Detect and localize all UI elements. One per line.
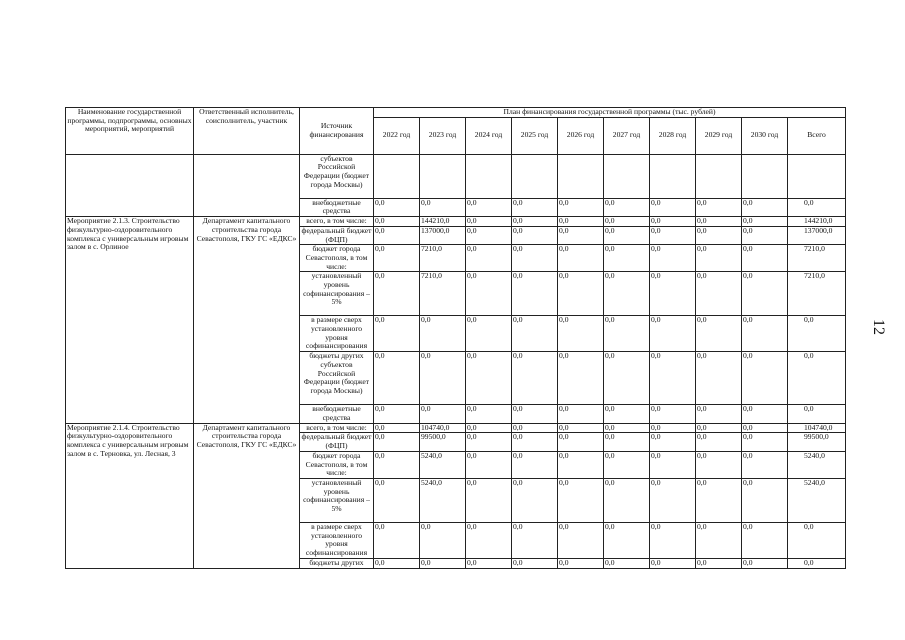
cell-value: 0,0: [466, 478, 512, 522]
cell-value: 0,0: [650, 405, 696, 423]
cell-value: 5240,0: [788, 451, 846, 478]
cell-value: 0,0: [788, 405, 846, 423]
cell-value: 0,0: [742, 198, 788, 216]
cell-value: 0,0: [420, 522, 466, 558]
cell-value: 0,0: [558, 433, 604, 451]
cell-value: 0,0: [696, 478, 742, 522]
cell-value: 0,0: [696, 245, 742, 272]
cell-value: 0,0: [604, 451, 650, 478]
cell-value: 0,0: [696, 451, 742, 478]
cell-source: внебюджетные средства: [300, 405, 374, 423]
cell-value: 0,0: [604, 558, 650, 568]
cell-value: 0,0: [788, 198, 846, 216]
cell-value: 0,0: [742, 451, 788, 478]
cell-value: 0,0: [466, 433, 512, 451]
cell-value: 0,0: [512, 433, 558, 451]
cell-value: 0,0: [788, 316, 846, 352]
cell-value: 0,0: [696, 522, 742, 558]
cell-value: 0,0: [374, 451, 420, 478]
cell-value: 0,0: [696, 198, 742, 216]
cell-value: 0,0: [650, 316, 696, 352]
cell-value: 0,0: [696, 316, 742, 352]
header-year: 2029 год: [696, 117, 742, 154]
cell-value: 0,0: [604, 226, 650, 244]
cell-source: бюджеты других субъектов Российской Федерации (бюджет города Москвы): [300, 352, 374, 405]
cell-source: внебюджетные средства: [300, 198, 374, 216]
cell-value: 0,0: [512, 245, 558, 272]
cell-value: 0,0: [696, 352, 742, 405]
cell-value: [742, 154, 788, 198]
cell-value: 0,0: [374, 352, 420, 405]
table-row: [66, 217, 846, 227]
cell-value: 0,0: [512, 217, 558, 227]
cell-value: 0,0: [788, 522, 846, 558]
cell-value: 0,0: [374, 245, 420, 272]
cell-value: 0,0: [742, 478, 788, 522]
cell-value: 0,0: [604, 433, 650, 451]
cell-activity-name: Мероприятие 2.1.4. Строительство физкультурно-оздоровительного комплекса с универсальным игровым залом в с. Терновка, ул. Лесная, 3: [66, 423, 194, 568]
table-row: [66, 423, 846, 433]
table-body: [66, 154, 846, 568]
cell-responsible: Департамент капитального строительства города Севастополя, ГКУ ГС «ЕДКС»: [194, 217, 300, 424]
cell-value: 0,0: [604, 217, 650, 227]
cell-value: 0,0: [466, 451, 512, 478]
cell-value: 7210,0: [420, 272, 466, 316]
cell-value: 0,0: [374, 226, 420, 244]
cell-value: 0,0: [558, 558, 604, 568]
cell-value: 0,0: [742, 405, 788, 423]
cell-source: федеральный бюджет (ФЦП): [300, 226, 374, 244]
cell-value: 0,0: [696, 423, 742, 433]
header-year: 2027 год: [604, 117, 650, 154]
cell-value: 0,0: [650, 423, 696, 433]
cell-value: 0,0: [512, 451, 558, 478]
cell-value: 0,0: [374, 316, 420, 352]
cell-value: 0,0: [466, 352, 512, 405]
cell-value: 0,0: [512, 478, 558, 522]
cell-source: всего, в том числе:: [300, 423, 374, 433]
cell-value: 0,0: [742, 245, 788, 272]
cell-value: [650, 154, 696, 198]
financing-table: [65, 107, 846, 569]
cell-value: 0,0: [466, 405, 512, 423]
header-source: Источник финансирования: [300, 108, 374, 155]
cell-value: 0,0: [374, 433, 420, 451]
header-year: 2026 год: [558, 117, 604, 154]
cell-value: 0,0: [558, 217, 604, 227]
cell-value: 0,0: [512, 198, 558, 216]
cell-value: 0,0: [788, 352, 846, 405]
cell-value: 0,0: [558, 522, 604, 558]
cell-value: 0,0: [374, 522, 420, 558]
cell-value: 0,0: [788, 558, 846, 568]
cell-value: 0,0: [650, 245, 696, 272]
cell-value: 0,0: [604, 198, 650, 216]
cell-value: 0,0: [742, 316, 788, 352]
cell-value: 7210,0: [788, 272, 846, 316]
header-year: 2025 год: [512, 117, 558, 154]
cell-value: 5240,0: [788, 478, 846, 522]
cell-responsible: Департамент капитального строительства города Севастополя, ГКУ ГС «ЕДКС»: [194, 423, 300, 568]
header-year: 2024 год: [466, 117, 512, 154]
cell-value: [374, 154, 420, 198]
page-number: 12: [870, 319, 887, 335]
cell-value: 0,0: [742, 522, 788, 558]
header-year: Всего: [788, 117, 846, 154]
cell-source: в размере сверх установленного уровня софинансирования: [300, 522, 374, 558]
header-responsible: Ответственный исполнитель, соисполнитель, участник: [194, 108, 300, 155]
cell-source: установленный уровень софинансирования – 5%: [300, 272, 374, 316]
header-plan: План финансирования государственной программы (тыс. рублей): [374, 108, 846, 118]
cell-value: 0,0: [374, 217, 420, 227]
cell-value: 0,0: [512, 405, 558, 423]
cell-value: 7210,0: [788, 245, 846, 272]
cell-value: 0,0: [374, 272, 420, 316]
cell-value: 0,0: [696, 226, 742, 244]
cell-value: 0,0: [604, 405, 650, 423]
cell-value: 0,0: [742, 272, 788, 316]
cell-value: 0,0: [742, 558, 788, 568]
cell-source: бюджеты других: [300, 558, 374, 568]
cell-value: 0,0: [604, 316, 650, 352]
cell-value: 0,0: [558, 478, 604, 522]
cell-value: 0,0: [374, 558, 420, 568]
cell-value: 0,0: [558, 352, 604, 405]
cell-value: 0,0: [466, 522, 512, 558]
cell-value: 5240,0: [420, 478, 466, 522]
cell-value: 0,0: [604, 352, 650, 405]
cell-value: [420, 154, 466, 198]
cell-value: 0,0: [558, 226, 604, 244]
cell-value: 0,0: [512, 558, 558, 568]
cell-value: 0,0: [466, 226, 512, 244]
header-name: Наименование государственной программы, подпрограммы, основных мероприятий, мероприятий: [66, 108, 194, 155]
cell-value: 0,0: [742, 423, 788, 433]
cell-value: 0,0: [466, 272, 512, 316]
cell-value: 0,0: [420, 198, 466, 216]
cell-value: 0,0: [558, 405, 604, 423]
cell-value: 144210,0: [788, 217, 846, 227]
cell-value: 0,0: [558, 245, 604, 272]
cell-value: 0,0: [696, 272, 742, 316]
cell-source: в размере сверх установленного уровня софинансирования: [300, 316, 374, 352]
cell-value: 0,0: [420, 352, 466, 405]
cell-value: 0,0: [512, 352, 558, 405]
cell-value: 0,0: [742, 433, 788, 451]
cell-value: 0,0: [466, 558, 512, 568]
cell-value: 0,0: [374, 478, 420, 522]
cell-value: 0,0: [742, 217, 788, 227]
cell-value: [604, 154, 650, 198]
cell-value: 0,0: [650, 198, 696, 216]
cell-value: [466, 154, 512, 198]
cell-value: 0,0: [650, 433, 696, 451]
header-year: 2023 год: [420, 117, 466, 154]
cell-value: 0,0: [420, 405, 466, 423]
cell-value: 0,0: [696, 405, 742, 423]
cell-value: 0,0: [466, 423, 512, 433]
cell-value: 0,0: [558, 451, 604, 478]
cell-value: [558, 154, 604, 198]
cell-responsible-empty: [194, 154, 300, 216]
cell-value: 104740,0: [420, 423, 466, 433]
cell-value: 0,0: [558, 272, 604, 316]
cell-activity-name: Мероприятие 2.1.3. Строительство физкультурно-оздоровительного комплекса с универсальным игровым залом в с. Орлиное: [66, 217, 194, 424]
cell-source: бюджет города Севастополя, в том числе:: [300, 245, 374, 272]
header-year: 2028 год: [650, 117, 696, 154]
cell-value: 0,0: [650, 352, 696, 405]
cell-source: всего, в том числе:: [300, 217, 374, 227]
cell-value: 0,0: [696, 217, 742, 227]
cell-value: 0,0: [604, 423, 650, 433]
cell-value: 0,0: [604, 522, 650, 558]
cell-value: [788, 154, 846, 198]
cell-value: 0,0: [512, 522, 558, 558]
cell-source: субъектов Российской Федерации (бюджет города Москвы): [300, 154, 374, 198]
cell-value: 7210,0: [420, 245, 466, 272]
cell-value: [512, 154, 558, 198]
cell-value: 0,0: [374, 423, 420, 433]
cell-value: 0,0: [696, 433, 742, 451]
cell-value: 0,0: [558, 423, 604, 433]
cell-value: 0,0: [696, 558, 742, 568]
cell-value: 0,0: [512, 226, 558, 244]
cell-value: 0,0: [650, 522, 696, 558]
cell-value: 0,0: [604, 245, 650, 272]
cell-value: 0,0: [512, 272, 558, 316]
cell-value: 99500,0: [788, 433, 846, 451]
cell-value: 0,0: [420, 316, 466, 352]
cell-value: 0,0: [742, 226, 788, 244]
cell-value: 0,0: [742, 352, 788, 405]
cell-value: 99500,0: [420, 433, 466, 451]
cell-name-empty: [66, 154, 194, 216]
cell-value: 0,0: [374, 198, 420, 216]
cell-value: 0,0: [466, 217, 512, 227]
cell-value: 0,0: [650, 558, 696, 568]
header-year: 2030 год: [742, 117, 788, 154]
cell-value: 137000,0: [788, 226, 846, 244]
header-year: 2022 год: [374, 117, 420, 154]
cell-value: [696, 154, 742, 198]
cell-value: 144210,0: [420, 217, 466, 227]
cell-value: 0,0: [558, 198, 604, 216]
cell-value: 0,0: [558, 316, 604, 352]
table-header: [66, 108, 846, 155]
cell-value: 104740,0: [788, 423, 846, 433]
cell-value: 0,0: [466, 316, 512, 352]
cell-source: бюджет города Севастополя, в том числе:: [300, 451, 374, 478]
cell-value: 0,0: [650, 451, 696, 478]
cell-value: 0,0: [466, 245, 512, 272]
cell-value: 0,0: [604, 272, 650, 316]
cell-value: 0,0: [650, 478, 696, 522]
cell-value: 0,0: [512, 423, 558, 433]
cell-source: установленный уровень софинансирования – 5%: [300, 478, 374, 522]
cell-value: 0,0: [650, 226, 696, 244]
cell-value: 0,0: [512, 316, 558, 352]
cell-source: федеральный бюджет (ФЦП): [300, 433, 374, 451]
cell-value: 0,0: [374, 405, 420, 423]
cell-value: 0,0: [420, 558, 466, 568]
cell-value: 0,0: [650, 217, 696, 227]
cell-value: 0,0: [466, 198, 512, 216]
cell-value: 0,0: [604, 478, 650, 522]
cell-value: 0,0: [650, 272, 696, 316]
cell-value: 137000,0: [420, 226, 466, 244]
table-row: [66, 154, 846, 198]
cell-value: 5240,0: [420, 451, 466, 478]
